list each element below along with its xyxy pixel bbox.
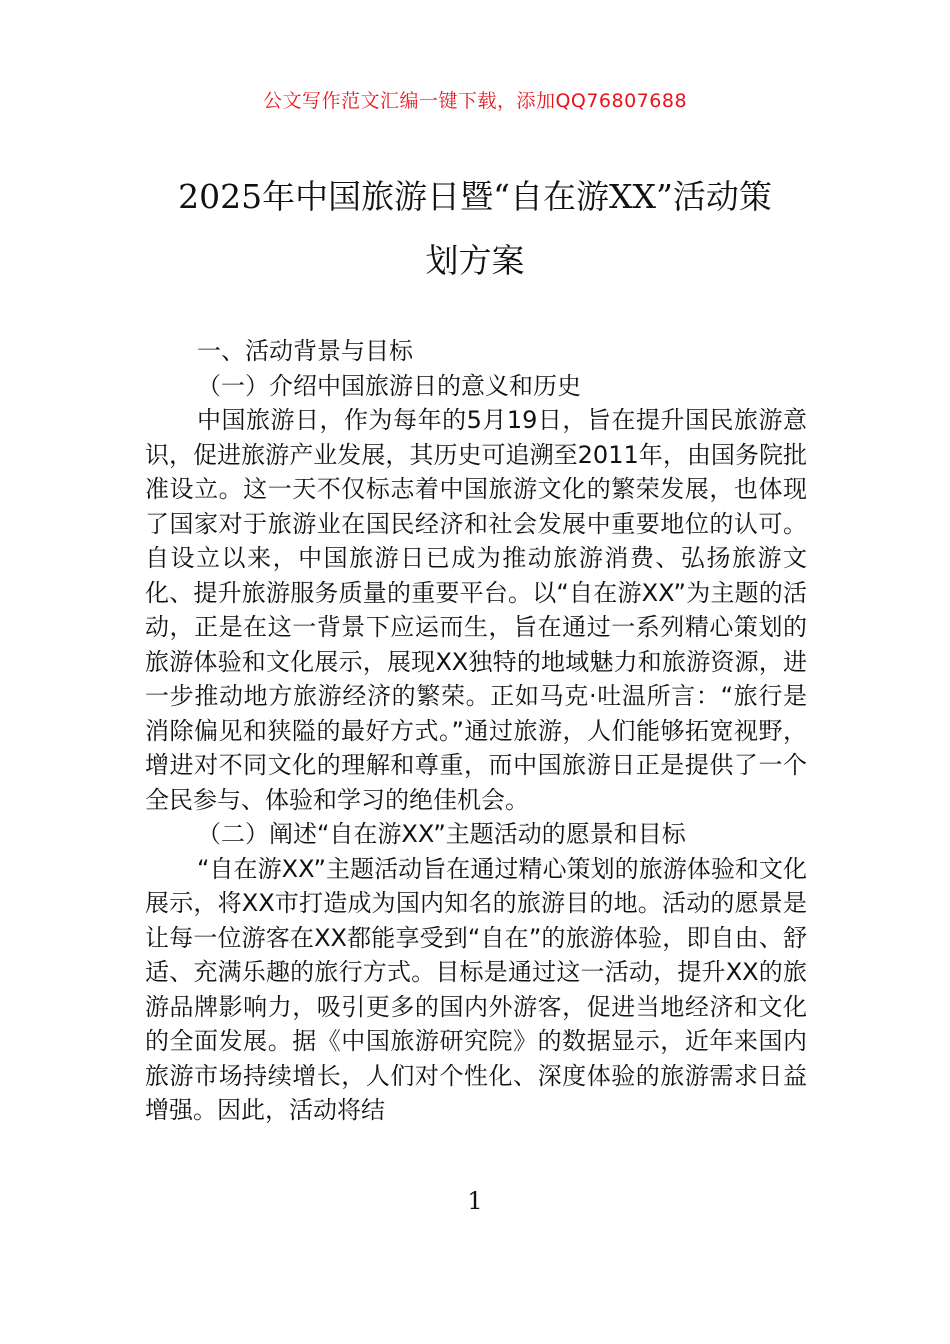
section-heading-1: 一、活动背景与目标: [197, 337, 413, 365]
document-body: [145, 334, 807, 1128]
page-number: 1: [467, 1187, 483, 1215]
download-note: 公文写作范文汇编一键下载，添加QQ76807688: [262, 90, 688, 112]
title-line-2: 划方案: [425, 241, 525, 280]
title-line-1: 2025年中国旅游日暨“自在游XX”活动策: [178, 177, 772, 216]
document-title: [145, 165, 805, 293]
subsection-heading-1-2: （二）阐述“自在游XX”主题活动的愿景和目标: [197, 820, 686, 848]
paragraph-2: “自在游XX”主题活动旨在通过精心策划的旅游体验和文化展示，将XX市打造成为国内知名的旅游目的地。活动的愿景是让每一位游客在XX都能享受到“自在”的旅游体验，即自由、舒适、充满乐趣的旅行方式。目标是通过这一活动，提升XX的旅游品牌影响力，吸引更多的国内外游客，促进当地经济和文化的全面发展。据《中国旅游研究院》的数据显示，近年来国内旅游市场持续增长，人们对个性化、深度体验的旅游需求日益增强。因此，活动将结: [145, 854, 807, 1124]
paragraph-1: 中国旅游日，作为每年的5月19日，旨在提升国民旅游意识，促进旅游产业发展，其历史可追溯至2011年，由国务院批准设立。这一天不仅标志着中国旅游文化的繁荣发展，也体现了国家对于旅游业在国民经济和社会发展中重要地位的认可。自设立以来，中国旅游日已成为推动旅游消费、弘扬旅游文化、提升旅游服务质量的重要平台。以“自在游XX”为主题的活动，正是在这一背景下应运而生，旨在通过一系列精心策划的旅游体验和文化展示，展现XX独特的地域魅力和旅游资源，进一步推动地方旅游经济的繁荣。正如马克·吐温所言：“旅行是消除偏见和狭隘的最好方式。”通过旅游，人们能够拓宽视野，增进对不同文化的理解和尊重，而中国旅游日正是提供了一个全民参与、体验和学习的绝佳机会。: [145, 406, 807, 814]
subsection-heading-1-1: （一）介绍中国旅游日的意义和历史: [197, 371, 581, 400]
